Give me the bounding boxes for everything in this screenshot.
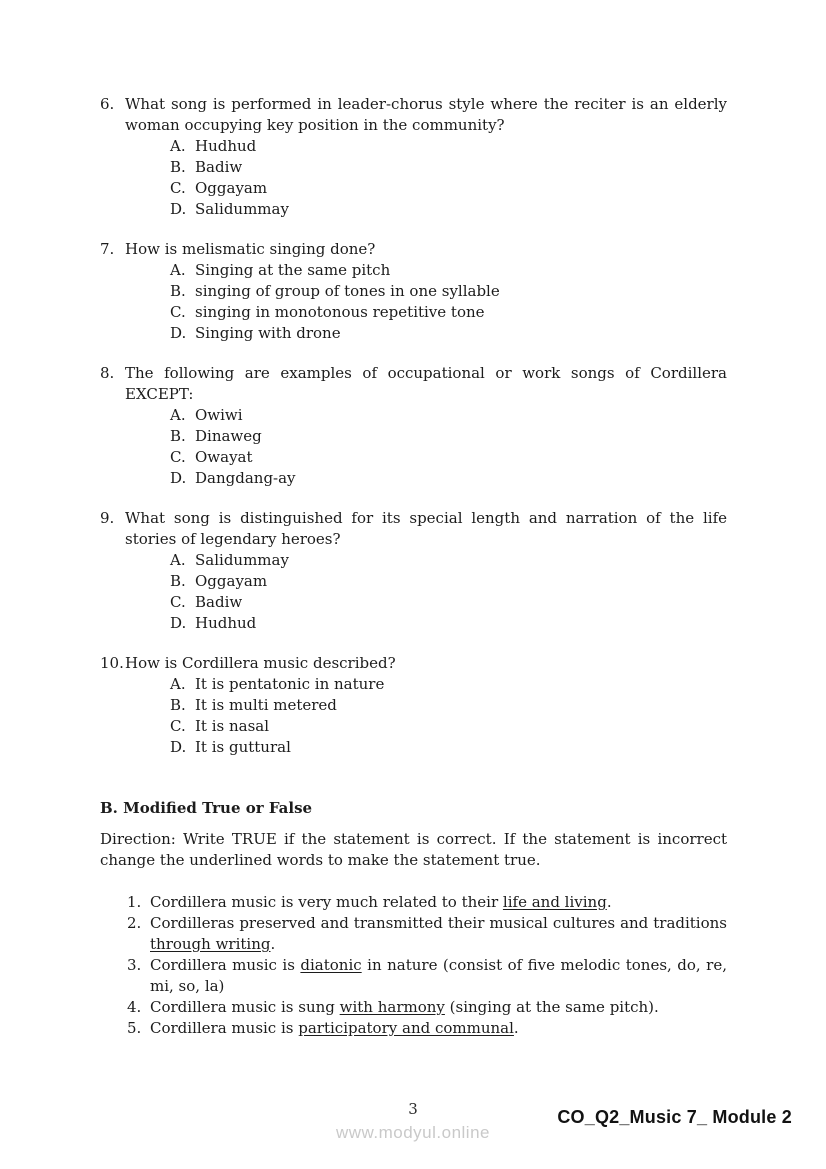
option-text: Salidummay xyxy=(195,200,289,218)
option-item xyxy=(170,737,727,758)
option-text: Badiw xyxy=(195,593,243,611)
options-list xyxy=(170,405,727,489)
statement-indent xyxy=(100,955,127,997)
plain-text: Cordillera music is sung xyxy=(150,998,340,1016)
underlined-text: diatonic xyxy=(300,956,362,974)
options-list xyxy=(170,674,727,758)
option-letter: C. xyxy=(170,717,186,735)
option-letter: C. xyxy=(170,179,186,197)
option-text: Owayat xyxy=(195,448,253,466)
option-item xyxy=(170,468,727,489)
plain-text: . xyxy=(270,935,276,953)
option-item xyxy=(170,613,727,634)
option-letter: C. xyxy=(170,448,186,466)
page-content xyxy=(100,94,727,1039)
option-item xyxy=(170,323,727,344)
section-b-direction: Direction: Write TRUE if the statement is correct. If the statement is incorrect change the underlined words to make the statement true. xyxy=(100,830,727,869)
option-letter: D. xyxy=(170,324,187,342)
option-item xyxy=(170,136,727,157)
option-text: singing in monotonous repetitive tone xyxy=(195,303,485,321)
statement-item xyxy=(100,892,727,913)
option-item xyxy=(170,426,727,447)
statement-indent xyxy=(100,1018,127,1039)
question-item xyxy=(100,653,727,758)
question-item xyxy=(100,94,727,220)
underlined-text: life and living xyxy=(502,893,607,911)
statement-indent xyxy=(100,913,127,955)
option-text: Owiwi xyxy=(195,406,243,424)
section-b-heading: B. Modified True or False xyxy=(100,799,313,817)
underlined-text: through writing xyxy=(150,935,271,953)
plain-text: (singing at the same pitch). xyxy=(444,998,659,1016)
option-text: Oggayam xyxy=(195,572,268,590)
options-list xyxy=(170,136,727,220)
statement-number: 3. xyxy=(127,956,142,974)
option-text: singing of group of tones in one syllable xyxy=(195,282,500,300)
option-text: Salidummay xyxy=(195,551,289,569)
underlined-text: with harmony xyxy=(339,998,445,1016)
question-item xyxy=(100,239,727,344)
option-text: Hudhud xyxy=(195,614,257,632)
option-letter: A. xyxy=(170,261,186,279)
option-text: Oggayam xyxy=(195,179,268,197)
option-letter: D. xyxy=(170,614,187,632)
option-text: Dinaweg xyxy=(195,427,262,445)
statement-number: 1. xyxy=(127,893,142,911)
section-b xyxy=(100,798,727,1039)
plain-text: Cordilleras preserved and transmitted their musical cultures and traditions xyxy=(150,914,727,932)
option-item xyxy=(170,405,727,426)
option-text: It is multi metered xyxy=(195,696,337,714)
option-item xyxy=(170,302,727,323)
plain-text: Cordillera music is xyxy=(150,956,301,974)
statement-text xyxy=(150,913,727,955)
option-letter: C. xyxy=(170,593,186,611)
option-text: Singing with drone xyxy=(195,324,341,342)
option-item xyxy=(170,178,727,199)
question-list xyxy=(100,94,727,758)
statement-text xyxy=(150,955,727,997)
question-item xyxy=(100,363,727,489)
option-letter: C. xyxy=(170,303,186,321)
statement-item xyxy=(100,913,727,955)
option-letter: A. xyxy=(170,137,186,155)
statement-text xyxy=(150,997,727,1018)
question-text: What song is distinguished for its special length and narration of the life stories of legendary heroes? xyxy=(125,509,727,548)
option-letter: B. xyxy=(170,427,186,445)
option-letter: B. xyxy=(170,282,186,300)
option-item xyxy=(170,592,727,613)
option-item xyxy=(170,695,727,716)
option-letter: D. xyxy=(170,738,187,756)
option-item xyxy=(170,674,727,695)
statement-indent xyxy=(100,997,127,1018)
option-text: It is guttural xyxy=(195,738,291,756)
plain-text: Cordillera music is very much related to their xyxy=(150,893,503,911)
question-number: 7. xyxy=(100,240,115,258)
statement-number: 5. xyxy=(127,1019,142,1037)
question-text: The following are examples of occupational or work songs of Cordillera EXCEPT: xyxy=(125,364,727,403)
option-item xyxy=(170,550,727,571)
option-item xyxy=(170,281,727,302)
option-letter: A. xyxy=(170,406,186,424)
statement-number: 4. xyxy=(127,998,142,1016)
question-number: 6. xyxy=(100,95,115,113)
plain-text: . xyxy=(606,893,612,911)
option-letter: B. xyxy=(170,696,186,714)
question-number: 8. xyxy=(100,364,115,382)
question-item xyxy=(100,508,727,634)
watermark-link: www.modyul.online xyxy=(335,1123,490,1142)
option-letter: A. xyxy=(170,675,186,693)
statement-item xyxy=(100,997,727,1018)
option-item xyxy=(170,199,727,220)
plain-text: Cordillera music is xyxy=(150,1019,299,1037)
option-text: Hudhud xyxy=(195,137,257,155)
statement-item xyxy=(100,1018,727,1039)
option-text: Singing at the same pitch xyxy=(195,261,391,279)
question-text: How is melismatic singing done? xyxy=(125,240,376,258)
options-list xyxy=(170,550,727,634)
option-letter: B. xyxy=(170,572,186,590)
statement-text xyxy=(150,892,727,913)
option-item xyxy=(170,571,727,592)
question-text: What song is performed in leader-chorus style where the reciter is an elderly woman occupying key position in the community? xyxy=(125,95,727,134)
question-text: How is Cordillera music described? xyxy=(125,654,396,672)
option-item xyxy=(170,447,727,468)
statement-list xyxy=(100,892,727,1039)
option-text: Dangdang-ay xyxy=(195,469,296,487)
option-letter: D. xyxy=(170,469,187,487)
option-letter: B. xyxy=(170,158,186,176)
statement-text xyxy=(150,1018,727,1039)
option-item xyxy=(170,716,727,737)
option-letter: D. xyxy=(170,200,187,218)
statement-number: 2. xyxy=(127,914,142,932)
option-text: It is nasal xyxy=(195,717,270,735)
statement-indent xyxy=(100,892,127,913)
plain-text: in nature (consist of five melodic tones, do, re, mi, so, la) xyxy=(150,956,727,995)
module-label: CO_Q2_Music 7_ Module 2 xyxy=(557,1107,792,1127)
option-item xyxy=(170,157,727,178)
underlined-text: participatory and communal xyxy=(298,1019,514,1037)
plain-text: . xyxy=(513,1019,519,1037)
options-list xyxy=(170,260,727,344)
option-text: Badiw xyxy=(195,158,243,176)
option-letter: A. xyxy=(170,551,186,569)
question-number: 10. xyxy=(100,654,124,672)
page-number: 3 xyxy=(408,1100,418,1118)
option-item xyxy=(170,260,727,281)
statement-item xyxy=(100,955,727,997)
option-text: It is pentatonic in nature xyxy=(195,675,385,693)
question-number: 9. xyxy=(100,509,115,527)
